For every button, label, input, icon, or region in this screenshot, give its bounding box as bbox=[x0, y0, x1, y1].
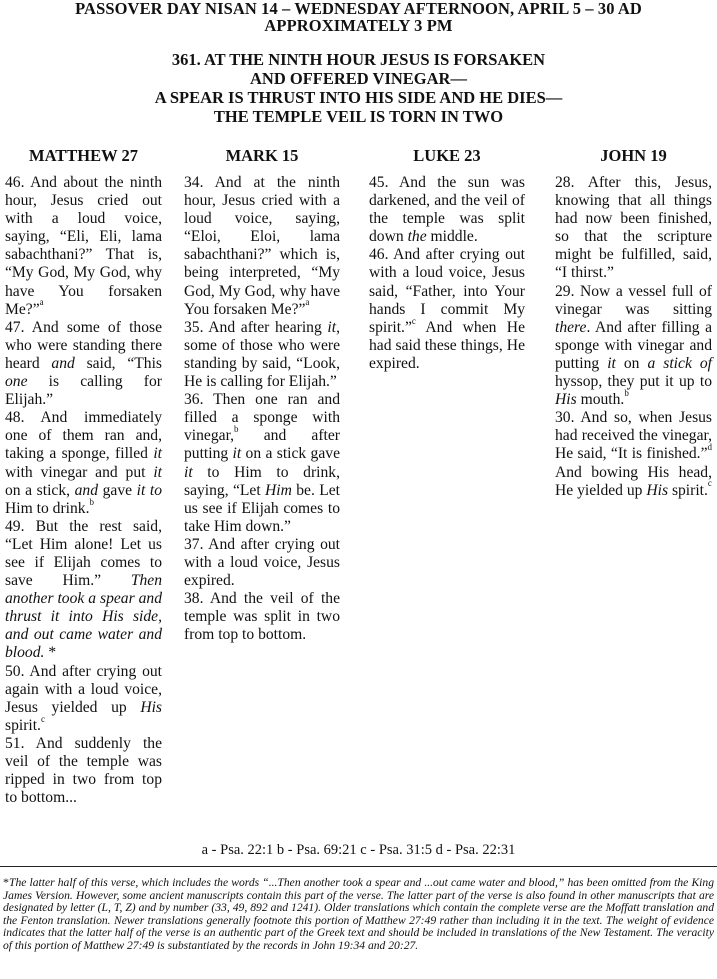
verse-text: * bbox=[44, 644, 57, 662]
verse bbox=[5, 518, 162, 663]
column-matthew bbox=[5, 174, 162, 807]
verse-text: 45. And the sun was darkened, and the veil of the temple was split down bbox=[369, 174, 525, 246]
footnote-reference: b bbox=[624, 387, 629, 398]
column-luke bbox=[369, 174, 525, 373]
verse-text: spirit. bbox=[5, 716, 41, 734]
verse-text: spirit. bbox=[668, 481, 708, 499]
verse-text: and after putting bbox=[184, 427, 340, 463]
verse-text: 28. After this, Jesus, knowing that all things had now been finished, so that the scripture might be fulfilled, said, “I thirst.” bbox=[555, 174, 712, 282]
verse bbox=[555, 283, 712, 410]
verse-text: it bbox=[232, 445, 242, 463]
verse-text: 49. But the rest said, “Let Him alone! Let us see if Elijah comes to save Him.” bbox=[5, 517, 162, 590]
verse-text: with vinegar and put bbox=[5, 463, 154, 481]
verse-text: His bbox=[555, 391, 577, 409]
verse-text: and bbox=[74, 481, 99, 499]
verse-text: middle. bbox=[426, 228, 478, 246]
verse-text: the bbox=[407, 228, 427, 246]
verse-text: a stick of bbox=[647, 354, 712, 372]
footnote bbox=[3, 876, 714, 953]
page-header bbox=[0, 0, 717, 34]
footnote-marker: * bbox=[3, 875, 9, 889]
verse-text: it bbox=[607, 354, 616, 372]
verse-text: to Him to drink, saying, “Let bbox=[184, 463, 340, 499]
verse bbox=[5, 409, 162, 518]
verse-text: it bbox=[153, 445, 162, 463]
verse-text: 38. And the veil of the temple was split in two from top to bottom. bbox=[184, 590, 340, 644]
heading-line-4: THE TEMPLE VEIL IS TORN IN TWO bbox=[213, 107, 504, 126]
verse bbox=[5, 735, 162, 807]
footnote-reference: c bbox=[40, 713, 45, 724]
verse-text: it bbox=[327, 318, 337, 336]
heading-line-3: A SPEAR IS THRUST INTO HIS SIDE AND HE DIES— bbox=[154, 88, 563, 107]
verse-text: 37. And after crying out with a loud voice, Jesus expired. bbox=[184, 535, 340, 590]
verse-text: 30. And so, when Jesus had received the vinegar, He said, “It is finished.” bbox=[555, 409, 712, 463]
verse bbox=[555, 409, 712, 499]
column-title-mark: MARK 15 bbox=[225, 146, 299, 165]
verse-text: 51. And suddenly the veil of the temple was ripped in two from top to bottom... bbox=[5, 734, 162, 807]
verse bbox=[184, 174, 340, 319]
verse-text: hyssop, they put it up to bbox=[555, 373, 712, 391]
verse-text: 34. And at the ninth hour, Jesus cried with a loud voice, saying, “Eloi, Eloi, lama sabachthani?” which is, being interpreted, “My God, My God, why have You forsaken Me?” bbox=[184, 174, 340, 318]
verse-text: is calling for Elijah.” bbox=[5, 373, 162, 409]
heading-line-1: 361. AT THE NINTH HOUR JESUS IS FORSAKEN bbox=[171, 50, 546, 69]
verse bbox=[555, 174, 712, 283]
footnote-divider bbox=[0, 866, 717, 867]
verse bbox=[5, 174, 162, 319]
header-line-2: APPROXIMATELY 3 PM bbox=[264, 16, 453, 35]
verse bbox=[184, 536, 340, 590]
verse-text: 36. Then one ran and filled a sponge with vinegar, bbox=[184, 391, 340, 445]
footnote-reference: a bbox=[39, 297, 44, 308]
verse bbox=[184, 590, 340, 644]
verse-text: His bbox=[646, 481, 669, 499]
verse-text: 46. And after crying out with a loud voice, Jesus said, “Father, into Your hands I commit My spirit.” bbox=[369, 246, 525, 336]
verse-text: And bowing His head, He yielded up bbox=[555, 463, 712, 499]
verse-text: 46. And about the ninth hour, Jesus cried out with a loud voice, saying, “Eli, Eli, lama sabachthani?” That is, “My God, My God, why have You forsaken Me?” bbox=[5, 174, 162, 318]
verse-text: Then another took a spear and thrust it into His side, and out came water and blood. bbox=[5, 572, 162, 662]
verse bbox=[5, 663, 162, 735]
verse-text: it to bbox=[136, 481, 163, 499]
footnote-reference: d bbox=[707, 442, 712, 453]
verse-text: gave bbox=[98, 481, 137, 499]
verse bbox=[184, 319, 340, 391]
verse-text: 47. And some of those who were standing there heard bbox=[5, 318, 162, 372]
verse-text: 48. And immediately one of them ran and, taking a sponge, filled bbox=[5, 409, 162, 463]
verse-text: on a stick, bbox=[5, 481, 75, 499]
verse-text: Him to drink. bbox=[5, 499, 90, 517]
footnote-reference: c bbox=[707, 478, 712, 489]
column-mark bbox=[184, 174, 340, 644]
header-line-1: PASSOVER DAY NISAN 14 – WEDNESDAY AFTERNOON, APRIL 5 – 30 AD bbox=[75, 0, 642, 18]
footnote-reference: b bbox=[234, 424, 239, 435]
verse-text: Him bbox=[265, 481, 292, 499]
verse-text: 29. Now a vessel full of vinegar was sitting bbox=[555, 282, 712, 318]
verse-text: be. Let us see if Elijah comes to take Him down.” bbox=[184, 481, 340, 535]
verse-text: . And after filling a sponge with vinegar and putting bbox=[555, 318, 712, 372]
verse-text: it bbox=[184, 463, 193, 481]
verse-text: on a stick gave bbox=[241, 445, 340, 463]
verse-text: 35. And after hearing bbox=[184, 318, 328, 336]
column-john bbox=[555, 174, 712, 500]
verse-text: and bbox=[51, 354, 75, 372]
verse-text: it bbox=[153, 463, 162, 481]
verse-text: And when He had said these things, He expired. bbox=[369, 318, 525, 372]
section-heading bbox=[0, 50, 717, 126]
footnote-reference: b bbox=[89, 496, 94, 507]
verse-text: , some of those who were standing by said, “Look, He is calling for Elijah.” bbox=[184, 318, 340, 391]
verse bbox=[5, 319, 162, 409]
footnote-reference: a bbox=[305, 297, 310, 308]
verse-text: 50. And after crying out again with a loud voice, Jesus yielded up bbox=[5, 662, 162, 716]
verse-text: on bbox=[615, 354, 648, 372]
verse-text: His bbox=[140, 698, 162, 716]
verse-text: one bbox=[5, 373, 28, 391]
footnote-reference: c bbox=[411, 315, 416, 326]
column-title-matthew: MATTHEW 27 bbox=[29, 146, 138, 165]
verse bbox=[369, 246, 525, 373]
verse-text: there bbox=[555, 318, 587, 336]
column-title-luke: LUKE 23 bbox=[413, 146, 481, 165]
verse-text: said, “This bbox=[74, 354, 162, 372]
verse bbox=[184, 391, 340, 536]
heading-line-2: AND OFFERED VINEGAR— bbox=[250, 69, 467, 88]
column-title-john: JOHN 19 bbox=[600, 146, 667, 165]
footnote-text: The latter half of this verse, which includes the words “...Then another took a spear and ...out came water and blood,” has been omitted from the King James Version. However, some ancient manuscripts contain this part of the verse. The latter part of the verse is also found in other manuscripts that are designated by letter (L, T, Z) and by number (33, 49, 892 and 1241). Older translations which contain the complete verse are the Moffatt translation and the Fenton translation. Newer translations generally footnote this portion of Matthew 27:49 rather than including it in the text. The weight of evidence indicates that the latter half of the verse is an authentic part of the Greek text and should be included in translations of the New Testament. The veracity of this portion of Matthew 27:49 is substantiated by the records in John 19:34 and 20:27. bbox=[3, 876, 714, 952]
verse bbox=[369, 174, 525, 246]
verse-text: mouth. bbox=[576, 391, 625, 409]
cross-references: a - Psa. 22:1 b - Psa. 69:21 c - Psa. 31:5 d - Psa. 22:31 bbox=[201, 842, 516, 858]
